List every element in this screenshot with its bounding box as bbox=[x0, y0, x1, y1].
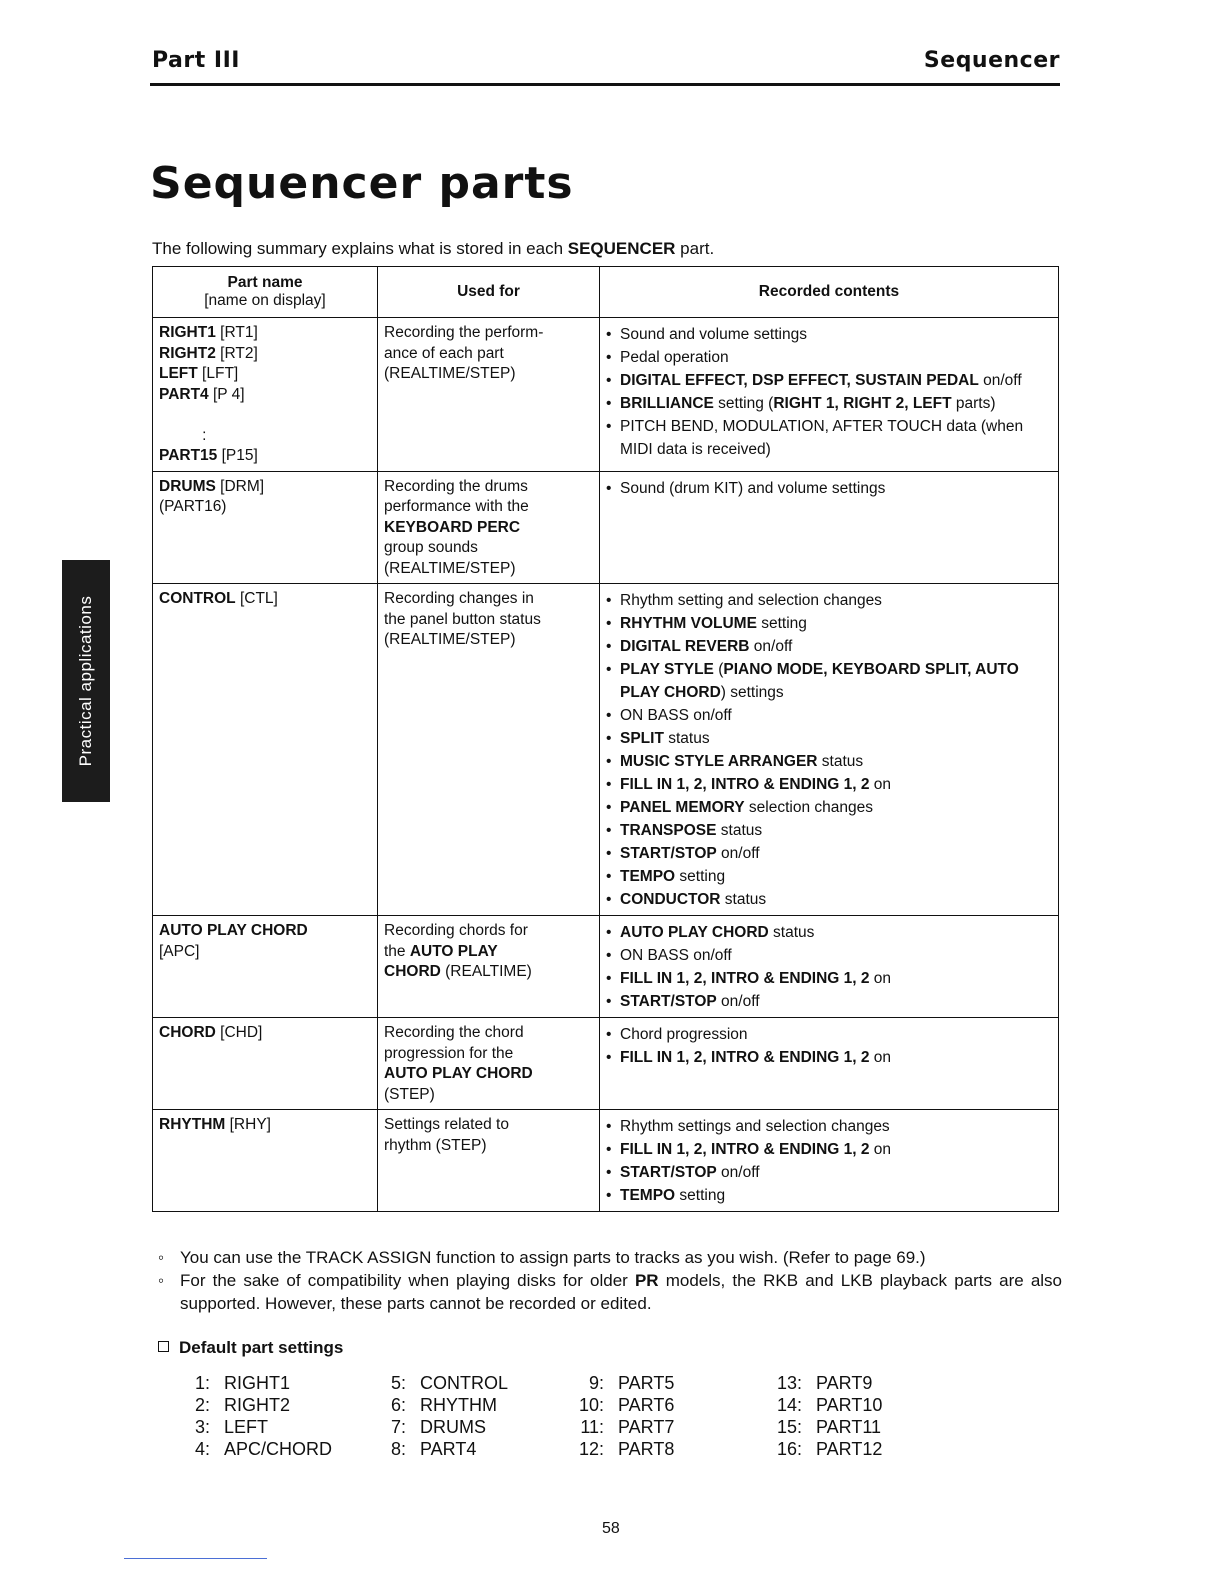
used-for-line bbox=[384, 1115, 594, 1136]
default-setting-value: PART12 bbox=[816, 1439, 883, 1459]
list-item bbox=[606, 773, 1053, 796]
content-bold: FILL IN 1, 2, INTRO & ENDING 1, 2 bbox=[620, 1141, 870, 1158]
content-text: ON BASS on/off bbox=[620, 947, 732, 964]
table-row bbox=[153, 318, 1059, 472]
used-for-text: progression for the bbox=[384, 1044, 514, 1062]
list-item bbox=[606, 635, 1053, 658]
part-name-line bbox=[159, 364, 372, 385]
used-for-cell bbox=[378, 1018, 600, 1110]
content-bold: PANEL MEMORY bbox=[620, 799, 745, 816]
footnote-rule bbox=[124, 1558, 267, 1559]
notes bbox=[158, 1246, 1062, 1315]
used-for-line bbox=[384, 559, 594, 580]
used-for-text: Recording changes in bbox=[384, 590, 534, 607]
content-bold: SPLIT bbox=[620, 730, 664, 747]
content-bold: RIGHT 1, RIGHT 2, LEFT bbox=[773, 395, 952, 412]
used-for-cell bbox=[378, 584, 600, 916]
used-for-line bbox=[384, 323, 594, 344]
default-setting-number: 5: bbox=[390, 1373, 406, 1393]
default-settings-column bbox=[574, 1372, 764, 1460]
used-for-line bbox=[384, 610, 594, 631]
part-name-bold: LEFT bbox=[159, 365, 198, 382]
used-for-line bbox=[384, 962, 594, 983]
table-row bbox=[153, 916, 1059, 1018]
used-for-text: Settings related to bbox=[384, 1116, 509, 1133]
default-setting-item bbox=[180, 1438, 370, 1460]
note-text: For the sake of compatibility when playing disks for older bbox=[180, 1271, 635, 1290]
default-setting-number: 8: bbox=[390, 1439, 406, 1459]
page-title: Sequencer parts bbox=[150, 158, 574, 209]
used-for-text: (REALTIME/STEP) bbox=[384, 631, 516, 648]
content-text: on bbox=[869, 970, 892, 987]
contents-list bbox=[606, 589, 1053, 911]
used-for-text: (REALTIME/STEP) bbox=[384, 365, 516, 382]
used-for-cell bbox=[378, 318, 600, 472]
default-setting-value: PART4 bbox=[420, 1439, 477, 1459]
part-name-line bbox=[159, 405, 372, 426]
used-for-line bbox=[384, 589, 594, 610]
default-setting-number: 16: bbox=[776, 1439, 802, 1459]
contents-list bbox=[606, 1115, 1053, 1207]
header-part-name-sub: [name on display] bbox=[204, 292, 326, 309]
used-for-text: the panel button status bbox=[384, 610, 541, 628]
part-name-text: [CTL] bbox=[235, 590, 278, 607]
content-text: Chord progression bbox=[620, 1026, 748, 1043]
header-used-for: Used for bbox=[378, 267, 600, 318]
list-item bbox=[606, 346, 1053, 369]
content-text: setting bbox=[675, 868, 726, 885]
used-for-text: group sounds bbox=[384, 539, 478, 556]
part-name-bold: DRUMS bbox=[159, 477, 216, 495]
default-setting-value: RIGHT2 bbox=[224, 1395, 291, 1415]
list-item bbox=[606, 796, 1053, 819]
default-setting-number: 3: bbox=[194, 1417, 210, 1437]
note-item bbox=[158, 1246, 1062, 1269]
list-item bbox=[606, 944, 1053, 967]
content-text: parts) bbox=[951, 395, 996, 412]
list-item bbox=[606, 415, 1053, 461]
content-text: setting bbox=[756, 615, 807, 632]
content-bold: START/STOP bbox=[620, 993, 717, 1010]
sequencer-parts-table bbox=[152, 266, 1059, 1212]
used-for-line bbox=[384, 344, 594, 365]
table-row bbox=[153, 1018, 1059, 1110]
recorded-contents-cell bbox=[600, 471, 1059, 584]
list-item bbox=[606, 819, 1053, 842]
table-body bbox=[153, 318, 1059, 1212]
content-bold: AUTO PLAY CHORD bbox=[620, 924, 769, 941]
content-text: status bbox=[663, 730, 710, 747]
used-for-line bbox=[384, 518, 594, 539]
part-name-line bbox=[159, 477, 372, 498]
part-name-cell bbox=[153, 916, 378, 1018]
used-for-bold: CHORD bbox=[384, 963, 441, 980]
default-setting-number: 6: bbox=[390, 1395, 406, 1415]
content-text: on/off bbox=[716, 845, 760, 862]
list-item bbox=[606, 1023, 1053, 1046]
list-item bbox=[606, 1161, 1053, 1184]
recorded-contents-cell bbox=[600, 584, 1059, 916]
contents-list bbox=[606, 1023, 1053, 1069]
intro-after: part. bbox=[675, 239, 715, 258]
default-setting-item bbox=[180, 1394, 370, 1416]
side-tab bbox=[62, 560, 110, 802]
list-item bbox=[606, 750, 1053, 773]
default-setting-value: CONTROL bbox=[420, 1373, 509, 1393]
default-settings-column bbox=[772, 1372, 962, 1460]
part-name-line bbox=[159, 446, 372, 467]
contents-list bbox=[606, 921, 1053, 1013]
default-setting-value: PART9 bbox=[816, 1373, 873, 1393]
content-text: on/off bbox=[716, 993, 760, 1010]
part-name-bold: RHYTHM bbox=[159, 1116, 226, 1133]
used-for-text: Recording the drums bbox=[384, 477, 528, 495]
default-setting-value: RHYTHM bbox=[420, 1395, 497, 1415]
part-name-text: [DRM] bbox=[215, 477, 265, 495]
default-setting-number: 10: bbox=[578, 1395, 604, 1415]
default-setting-item bbox=[772, 1372, 962, 1394]
default-settings-column bbox=[180, 1372, 370, 1460]
default-setting-number: 7: bbox=[390, 1417, 406, 1437]
header-part-name bbox=[153, 267, 378, 318]
content-text: Sound and volume settings bbox=[620, 326, 807, 343]
content-text: on bbox=[869, 1049, 892, 1066]
used-for-text: (STEP) bbox=[384, 1085, 435, 1103]
default-setting-value: PART8 bbox=[618, 1439, 675, 1459]
used-for-line bbox=[384, 1064, 594, 1085]
list-item bbox=[606, 1046, 1053, 1069]
default-setting-item bbox=[180, 1372, 370, 1394]
list-item bbox=[606, 1138, 1053, 1161]
part-name-text bbox=[159, 406, 163, 423]
part-name-cell bbox=[153, 1110, 378, 1212]
part-name-text: [P 4] bbox=[208, 385, 245, 403]
list-item bbox=[606, 1184, 1053, 1207]
content-bold: START/STOP bbox=[620, 845, 717, 862]
content-text: ) settings bbox=[720, 684, 784, 701]
note-bold: PR bbox=[634, 1271, 659, 1290]
list-item bbox=[606, 612, 1053, 635]
content-bold: TEMPO bbox=[620, 868, 676, 885]
part-name-text: [P15] bbox=[217, 447, 258, 464]
part-name-line bbox=[159, 1115, 372, 1136]
content-text: ( bbox=[713, 661, 724, 678]
used-for-text: rhythm (STEP) bbox=[384, 1136, 487, 1154]
default-setting-value: PART7 bbox=[618, 1417, 675, 1437]
part-name-text: [CHD] bbox=[215, 1024, 263, 1041]
part-name-line bbox=[159, 344, 372, 365]
list-item bbox=[606, 369, 1053, 392]
used-for-line bbox=[384, 1044, 594, 1065]
default-setting-number: 15: bbox=[776, 1417, 802, 1437]
content-bold: PIANO MODE, KEYBOARD SPLIT, AUTO PLAY CHORD bbox=[620, 661, 1019, 701]
part-name-bold: CONTROL bbox=[159, 590, 236, 607]
default-settings-column bbox=[376, 1372, 566, 1460]
default-setting-number: 4: bbox=[194, 1439, 210, 1459]
list-item bbox=[606, 658, 1053, 704]
intro-before: The following summary explains what is stored in each bbox=[152, 239, 568, 258]
part-name-text: : bbox=[159, 426, 207, 444]
default-setting-number: 1: bbox=[194, 1373, 210, 1393]
default-setting-item bbox=[574, 1438, 764, 1460]
header-part-name-label: Part name bbox=[227, 274, 303, 291]
used-for-text: Recording chords for bbox=[384, 922, 528, 939]
used-for-text: (REALTIME/STEP) bbox=[384, 559, 516, 577]
used-for-cell bbox=[378, 1110, 600, 1212]
part-name-bold: CHORD bbox=[159, 1024, 216, 1041]
list-item bbox=[606, 704, 1053, 727]
part-name-line bbox=[159, 1023, 372, 1044]
default-setting-number: 12: bbox=[578, 1439, 604, 1459]
part-name-line bbox=[159, 323, 372, 344]
header-section: Sequencer bbox=[923, 48, 1060, 73]
used-for-cell bbox=[378, 916, 600, 1018]
content-text: PITCH BEND, MODULATION, AFTER TOUCH data (when MIDI data is received) bbox=[620, 418, 1024, 458]
content-text: selection changes bbox=[744, 799, 873, 816]
used-for-text: performance with the bbox=[384, 498, 529, 515]
content-text: status bbox=[768, 924, 815, 941]
table-row bbox=[153, 1110, 1059, 1212]
content-text: setting bbox=[675, 1187, 726, 1204]
list-item bbox=[606, 990, 1053, 1013]
note-item bbox=[158, 1269, 1062, 1315]
list-item bbox=[606, 589, 1053, 612]
used-for-text: (REALTIME) bbox=[440, 963, 532, 980]
used-for-text: the bbox=[384, 942, 410, 960]
default-setting-item bbox=[574, 1372, 764, 1394]
side-tab-label: Practical applications bbox=[76, 595, 95, 767]
contents-list bbox=[606, 477, 1053, 500]
default-setting-item bbox=[772, 1416, 962, 1438]
used-for-line bbox=[384, 538, 594, 559]
used-for-line bbox=[384, 497, 594, 518]
used-for-line bbox=[384, 364, 594, 385]
content-text: Pedal operation bbox=[620, 349, 729, 366]
part-name-line bbox=[159, 589, 372, 610]
content-bold: FILL IN 1, 2, INTRO & ENDING 1, 2 bbox=[620, 776, 870, 793]
used-for-line bbox=[384, 477, 594, 498]
default-settings-title: Default part settings bbox=[179, 1338, 344, 1357]
list-item bbox=[606, 967, 1053, 990]
content-bold: DIGITAL EFFECT, DSP EFFECT, SUSTAIN PEDAL bbox=[620, 372, 979, 389]
part-name-text: [RT2] bbox=[215, 344, 258, 362]
used-for-line bbox=[384, 921, 594, 942]
contents-list bbox=[606, 323, 1053, 461]
list-item bbox=[606, 392, 1053, 415]
content-text: status bbox=[817, 753, 864, 770]
default-setting-item bbox=[772, 1394, 962, 1416]
list-item bbox=[606, 323, 1053, 346]
header-rule bbox=[150, 83, 1060, 86]
content-text: on bbox=[869, 776, 892, 793]
default-setting-item bbox=[772, 1438, 962, 1460]
used-for-text: Recording the perform- bbox=[384, 324, 544, 341]
intro-text bbox=[152, 239, 714, 259]
content-bold: RHYTHM VOLUME bbox=[620, 615, 757, 632]
default-setting-item bbox=[376, 1372, 566, 1394]
content-text: Rhythm settings and selection changes bbox=[620, 1118, 890, 1135]
content-text: status bbox=[720, 891, 767, 908]
header-part: Part III bbox=[152, 48, 240, 73]
default-setting-item bbox=[574, 1416, 764, 1438]
content-bold: MUSIC STYLE ARRANGER bbox=[620, 753, 818, 770]
part-name-bold: PART4 bbox=[159, 385, 209, 403]
recorded-contents-cell bbox=[600, 318, 1059, 472]
content-bold: START/STOP bbox=[620, 1164, 717, 1181]
default-setting-item bbox=[376, 1394, 566, 1416]
content-text: on bbox=[869, 1141, 892, 1158]
part-name-bold: RIGHT2 bbox=[159, 344, 216, 362]
used-for-bold: KEYBOARD PERC bbox=[384, 518, 521, 536]
content-text: status bbox=[716, 822, 763, 839]
table-header-row bbox=[153, 267, 1059, 318]
default-setting-item bbox=[574, 1394, 764, 1416]
content-bold: PLAY STYLE bbox=[620, 661, 714, 678]
default-setting-value: DRUMS bbox=[420, 1417, 486, 1437]
part-name-line bbox=[159, 497, 372, 518]
part-name-text: [APC] bbox=[159, 942, 200, 960]
table-row bbox=[153, 471, 1059, 584]
table-row bbox=[153, 584, 1059, 916]
part-name-bold: RIGHT1 bbox=[159, 324, 216, 341]
used-for-line bbox=[384, 1023, 594, 1044]
default-settings-heading bbox=[158, 1338, 343, 1358]
default-setting-value: PART6 bbox=[618, 1395, 675, 1415]
content-text: ON BASS on/off bbox=[620, 707, 732, 724]
default-setting-value: RIGHT1 bbox=[224, 1373, 291, 1393]
part-name-text: [RHY] bbox=[225, 1116, 271, 1133]
default-setting-value: PART11 bbox=[816, 1417, 882, 1437]
header-recorded-contents: Recorded contents bbox=[600, 267, 1059, 318]
part-name-bold: AUTO PLAY CHORD bbox=[159, 922, 308, 939]
page-number: 58 bbox=[602, 1520, 620, 1537]
list-item bbox=[606, 477, 1053, 500]
content-text: on/off bbox=[716, 1164, 760, 1181]
content-text: on/off bbox=[978, 372, 1022, 389]
used-for-text: ance of each part bbox=[384, 344, 504, 362]
used-for-line bbox=[384, 1136, 594, 1157]
checkbox-square-icon bbox=[158, 1341, 169, 1352]
part-name-line bbox=[159, 385, 372, 406]
used-for-line bbox=[384, 1085, 594, 1106]
default-setting-number: 14: bbox=[776, 1395, 802, 1415]
default-setting-value: PART5 bbox=[618, 1373, 675, 1393]
intro-bold: SEQUENCER bbox=[567, 239, 676, 258]
part-name-text: (PART16) bbox=[159, 498, 227, 515]
used-for-bold: AUTO PLAY CHORD bbox=[384, 1065, 533, 1082]
part-name-cell bbox=[153, 584, 378, 916]
content-bold: CONDUCTOR bbox=[620, 891, 721, 908]
default-setting-value: APC/CHORD bbox=[224, 1439, 333, 1459]
part-name-cell bbox=[153, 318, 378, 472]
part-name-line bbox=[159, 921, 372, 942]
list-item bbox=[606, 842, 1053, 865]
recorded-contents-cell bbox=[600, 1018, 1059, 1110]
content-bold: DIGITAL REVERB bbox=[620, 638, 750, 655]
recorded-contents-cell bbox=[600, 1110, 1059, 1212]
content-text: Sound (drum KIT) and volume settings bbox=[620, 479, 886, 497]
default-setting-item bbox=[376, 1438, 566, 1460]
list-item bbox=[606, 865, 1053, 888]
content-bold: TEMPO bbox=[620, 1187, 676, 1204]
list-item bbox=[606, 888, 1053, 911]
content-bold: FILL IN 1, 2, INTRO & ENDING 1, 2 bbox=[620, 1049, 870, 1066]
used-for-cell bbox=[378, 471, 600, 584]
used-for-bold: AUTO PLAY bbox=[409, 942, 498, 960]
content-text: setting ( bbox=[713, 395, 774, 412]
default-setting-item bbox=[376, 1416, 566, 1438]
default-setting-number: 2: bbox=[194, 1395, 210, 1415]
note-text: You can use the TRACK ASSIGN function to assign parts to tracks as you wish. (Refer to page 69.) bbox=[180, 1248, 926, 1267]
default-setting-value: PART10 bbox=[816, 1395, 883, 1415]
list-item bbox=[606, 921, 1053, 944]
default-setting-number: 11: bbox=[580, 1417, 604, 1437]
part-name-cell bbox=[153, 1018, 378, 1110]
content-bold: TRANSPOSE bbox=[620, 822, 717, 839]
list-item bbox=[606, 1115, 1053, 1138]
used-for-text: Recording the chord bbox=[384, 1024, 524, 1041]
content-bold: FILL IN 1, 2, INTRO & ENDING 1, 2 bbox=[620, 970, 870, 987]
used-for-line bbox=[384, 630, 594, 651]
part-name-line bbox=[159, 426, 372, 447]
recorded-contents-cell bbox=[600, 916, 1059, 1018]
part-name-cell bbox=[153, 471, 378, 584]
used-for-line bbox=[384, 942, 594, 963]
part-name-line bbox=[159, 942, 372, 963]
list-item bbox=[606, 727, 1053, 750]
default-setting-number: 9: bbox=[588, 1373, 604, 1393]
content-bold: BRILLIANCE bbox=[620, 395, 714, 412]
default-setting-number: 13: bbox=[776, 1373, 802, 1393]
content-text: on/off bbox=[749, 638, 793, 655]
default-setting-item bbox=[180, 1416, 370, 1438]
content-text: Rhythm setting and selection changes bbox=[620, 592, 882, 609]
default-setting-value: LEFT bbox=[224, 1417, 269, 1437]
part-name-text: [RT1] bbox=[215, 324, 258, 341]
note-text: models, the RKB and LKB playback parts are also supported. However, these parts cannot be recorded or edited. bbox=[180, 1271, 1063, 1313]
part-name-bold: PART15 bbox=[159, 447, 218, 464]
part-name-text: [LFT] bbox=[197, 365, 239, 382]
